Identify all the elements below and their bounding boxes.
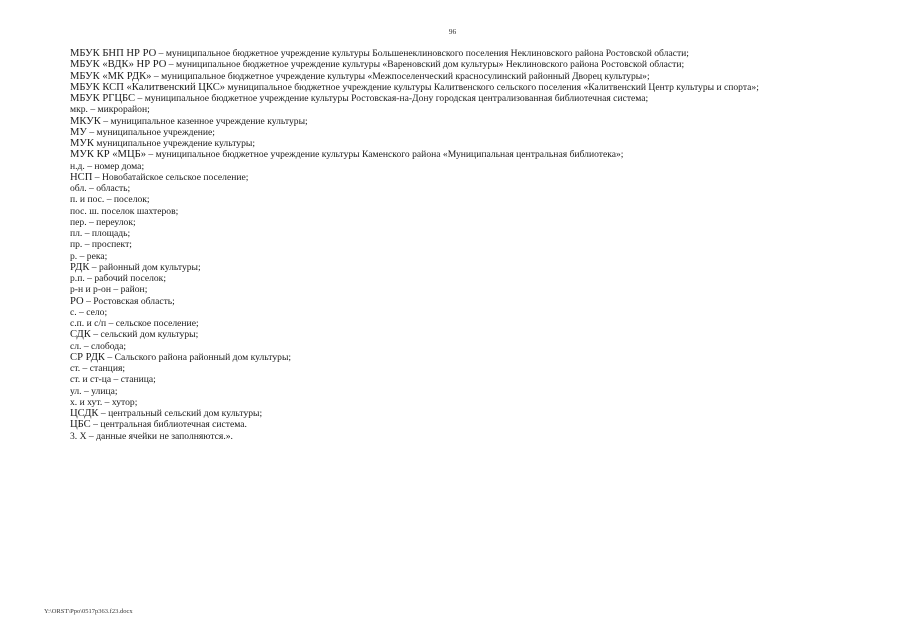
definition: 3. Х – данные ячейки не заполняются.». xyxy=(70,430,233,442)
list-item xyxy=(70,284,870,295)
definition: – муниципальное учреждение; xyxy=(86,126,215,138)
list-item xyxy=(70,228,870,239)
abbreviation: РДК xyxy=(70,261,90,273)
abbreviation: МБУК РГЦБС xyxy=(70,93,136,104)
abbreviation: ЦБС xyxy=(70,419,91,431)
page-number: 96 xyxy=(448,27,457,36)
list-item xyxy=(70,194,870,205)
list-item xyxy=(70,161,870,172)
definition: ул. – улица; xyxy=(70,385,118,397)
list-item xyxy=(70,206,870,217)
list-item xyxy=(70,138,870,149)
list-item xyxy=(70,172,870,183)
list-item xyxy=(70,397,870,408)
list-item xyxy=(70,251,870,262)
definition: – сельский дом культуры; xyxy=(90,329,199,341)
definition: муниципальное бюджетное учреждение культуры Калитвенского сельского поселения «Калитвенский Центр культуры и спорта»; xyxy=(225,81,759,93)
definition: – муниципальное казенное учреждение культуры; xyxy=(100,115,308,127)
abbreviation: СДК xyxy=(70,329,91,341)
definition: с.п. и с/п – сельское поселение; xyxy=(70,318,199,329)
abbreviation: РО xyxy=(70,295,84,307)
definition: обл. – область; xyxy=(70,183,131,194)
abbreviations-list xyxy=(70,48,870,442)
definition: п. и пос. – поселок; xyxy=(70,194,150,206)
list-item xyxy=(70,296,870,307)
abbreviation: МБУК КСП «Калитвенский ЦКС» xyxy=(70,81,226,93)
definition: – Ростовская область; xyxy=(83,295,175,307)
abbreviation: МБУК БНП НР РО xyxy=(70,48,157,59)
definition: – районный дом культуры; xyxy=(89,261,201,273)
definition: ст. – станция; xyxy=(70,363,126,374)
abbreviation: МБУК «ВДК» НР РО xyxy=(70,59,167,71)
definition: р.п. – рабочий поселок; xyxy=(70,273,167,284)
definition: пл. – площадь; xyxy=(70,228,131,239)
list-item xyxy=(70,363,870,374)
definition: пр. – проспект; xyxy=(70,239,132,251)
definition: сл. – слобода; xyxy=(70,340,127,352)
list-item xyxy=(70,318,870,329)
definition: – центральная библиотечная система. xyxy=(90,419,247,431)
list-item xyxy=(70,48,870,59)
list-item xyxy=(70,419,870,430)
definition: – муниципальное бюджетное учреждение культуры «Вареновский дом культуры» Неклиновского района Ростовской области; xyxy=(166,59,685,71)
list-item xyxy=(70,386,870,397)
definition: муниципальное учреждение культуры; xyxy=(94,138,255,149)
abbreviation: ЦСДК xyxy=(70,408,99,419)
list-item xyxy=(70,239,870,250)
abbreviation: НСП xyxy=(70,171,93,183)
abbreviation: МУК КР «МЦБ» xyxy=(70,149,146,161)
definition: с. – село; xyxy=(70,306,108,318)
abbreviation: МБУК «МК РДК» xyxy=(70,70,152,82)
list-item xyxy=(70,273,870,284)
list-item xyxy=(70,341,870,352)
definition: – муниципальное бюджетное учреждение культуры «Межпоселенческий красносулинский районный Дворец культуры»; xyxy=(151,70,650,82)
abbreviation: МУК xyxy=(70,138,94,149)
abbreviation: СР РДК xyxy=(70,351,105,363)
definition: мкр. – микрорайон; xyxy=(70,104,150,116)
list-item xyxy=(70,217,870,228)
file-path-footer: Y:\ORST\Ppo\0517p363.f23.docx xyxy=(44,608,133,615)
definition: пос. ш. поселок шахтеров; xyxy=(70,205,179,217)
definition: – муниципальное бюджетное учреждение культуры Каменского района «Муниципальная центральная библиотека»; xyxy=(146,149,624,161)
list-item xyxy=(70,262,870,273)
list-item xyxy=(70,352,870,363)
list-item xyxy=(70,104,870,115)
list-item xyxy=(70,329,870,340)
definition: р. – река; xyxy=(70,250,108,262)
definition: х. и хут. – хутор; xyxy=(70,396,138,408)
definition: ст. и ст-ца – станица; xyxy=(70,374,156,386)
definition: – Новобатайское сельское поселение; xyxy=(92,171,249,183)
list-item xyxy=(70,71,870,82)
abbreviation: МКУК xyxy=(70,115,101,127)
definition: – муниципальное бюджетное учреждение культуры Ростовская-на-Дону городская централизованная библиотечная система; xyxy=(135,93,649,104)
definition: – Сальского района районный дом культуры; xyxy=(105,351,292,363)
list-item xyxy=(70,431,870,442)
list-item xyxy=(70,149,870,160)
list-item xyxy=(70,374,870,385)
definition: пер. – переулок; xyxy=(70,216,136,228)
list-item xyxy=(70,183,870,194)
list-item xyxy=(70,59,870,70)
list-item xyxy=(70,82,870,93)
list-item xyxy=(70,307,870,318)
abbreviation: МУ xyxy=(70,126,87,138)
definition: – муниципальное бюджетное учреждение культуры Большенеклиновского поселения Неклиновского района Ростовской области; xyxy=(156,48,689,59)
definition: р-н и р-он – район; xyxy=(70,284,148,296)
list-item xyxy=(70,93,870,104)
definition: н.д. – номер дома; xyxy=(70,160,145,172)
list-item xyxy=(70,127,870,138)
list-item xyxy=(70,408,870,419)
list-item xyxy=(70,116,870,127)
definition: – центральный сельский дом культуры; xyxy=(98,408,263,419)
